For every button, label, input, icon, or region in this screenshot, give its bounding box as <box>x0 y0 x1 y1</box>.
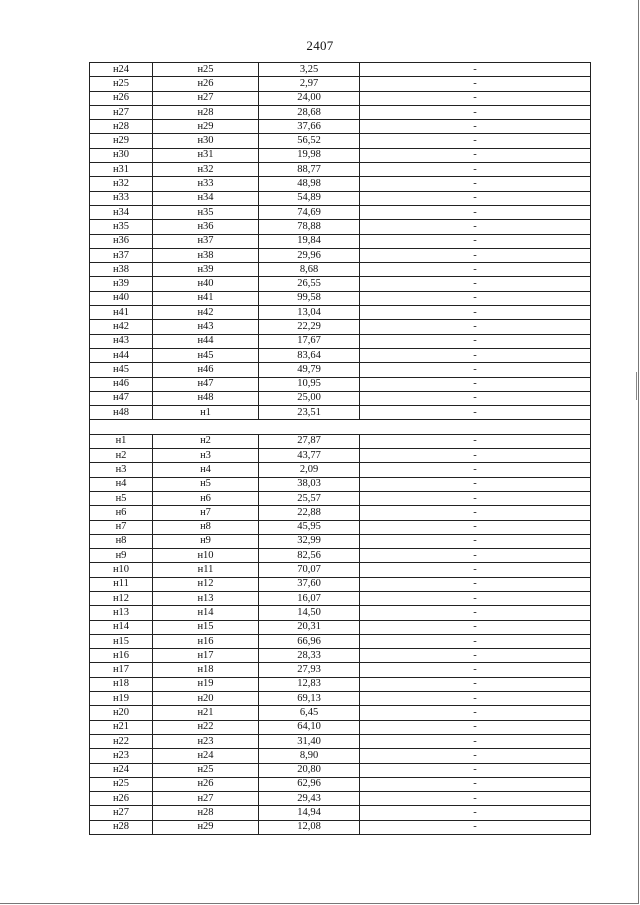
to-point-cell: н33 <box>153 177 259 191</box>
from-point-cell: н44 <box>90 348 153 362</box>
note-cell: - <box>360 348 591 362</box>
to-point-cell: н47 <box>153 377 259 391</box>
note-cell: - <box>360 634 591 648</box>
note-cell: - <box>360 777 591 791</box>
note-cell: - <box>360 105 591 119</box>
table-row <box>90 377 591 391</box>
distance-cell: 66,96 <box>259 634 360 648</box>
note-cell: - <box>360 63 591 77</box>
table-row <box>90 306 591 320</box>
from-point-cell: н17 <box>90 663 153 677</box>
to-point-cell: н26 <box>153 777 259 791</box>
note-cell: - <box>360 606 591 620</box>
note-cell: - <box>360 334 591 348</box>
distance-cell: 83,64 <box>259 348 360 362</box>
to-point-cell: н5 <box>153 477 259 491</box>
to-point-cell: н42 <box>153 306 259 320</box>
table-row <box>90 620 591 634</box>
note-cell: - <box>360 320 591 334</box>
to-point-cell: н18 <box>153 663 259 677</box>
from-point-cell: н26 <box>90 91 153 105</box>
table-row <box>90 449 591 463</box>
table-row <box>90 434 591 448</box>
distance-cell: 20,80 <box>259 763 360 777</box>
distance-cell: 19,98 <box>259 148 360 162</box>
table-row <box>90 263 591 277</box>
from-point-cell: н19 <box>90 692 153 706</box>
from-point-cell: н23 <box>90 749 153 763</box>
distance-cell: 99,58 <box>259 291 360 305</box>
distance-cell: 24,00 <box>259 91 360 105</box>
table-body <box>90 63 591 835</box>
note-cell: - <box>360 506 591 520</box>
distance-cell: 62,96 <box>259 777 360 791</box>
note-cell: - <box>360 806 591 820</box>
distance-cell: 48,98 <box>259 177 360 191</box>
distance-cell: 37,66 <box>259 120 360 134</box>
table-row <box>90 820 591 834</box>
note-cell: - <box>360 220 591 234</box>
table-row <box>90 77 591 91</box>
separator-cell <box>90 420 591 434</box>
table-row <box>90 205 591 219</box>
to-point-cell: н32 <box>153 163 259 177</box>
to-point-cell: н3 <box>153 449 259 463</box>
from-point-cell: н43 <box>90 334 153 348</box>
note-cell: - <box>360 720 591 734</box>
distance-cell: 38,03 <box>259 477 360 491</box>
table-row <box>90 763 591 777</box>
from-point-cell: н9 <box>90 549 153 563</box>
distance-cell: 32,99 <box>259 534 360 548</box>
from-point-cell: н25 <box>90 777 153 791</box>
from-point-cell: н24 <box>90 763 153 777</box>
table-row <box>90 120 591 134</box>
distance-cell: 31,40 <box>259 734 360 748</box>
from-point-cell: н27 <box>90 105 153 119</box>
from-point-cell: н32 <box>90 177 153 191</box>
table-row <box>90 749 591 763</box>
to-point-cell: н24 <box>153 749 259 763</box>
distance-cell: 88,77 <box>259 163 360 177</box>
distance-cell: 10,95 <box>259 377 360 391</box>
from-point-cell: н4 <box>90 477 153 491</box>
from-point-cell: н45 <box>90 363 153 377</box>
distance-cell: 78,88 <box>259 220 360 234</box>
note-cell: - <box>360 677 591 691</box>
note-cell: - <box>360 248 591 262</box>
note-cell: - <box>360 377 591 391</box>
table-row <box>90 520 591 534</box>
note-cell: - <box>360 363 591 377</box>
distance-cell: 17,67 <box>259 334 360 348</box>
table-row <box>90 577 591 591</box>
table-row <box>90 105 591 119</box>
table-row <box>90 320 591 334</box>
from-point-cell: н28 <box>90 120 153 134</box>
note-cell: - <box>360 463 591 477</box>
from-point-cell: н13 <box>90 606 153 620</box>
distance-cell: 28,68 <box>259 105 360 119</box>
distance-cell: 20,31 <box>259 620 360 634</box>
table-row <box>90 634 591 648</box>
note-cell: - <box>360 491 591 505</box>
table-row <box>90 363 591 377</box>
to-point-cell: н13 <box>153 591 259 605</box>
to-point-cell: н38 <box>153 248 259 262</box>
to-point-cell: н43 <box>153 320 259 334</box>
from-point-cell: н30 <box>90 148 153 162</box>
note-cell: - <box>360 520 591 534</box>
from-point-cell: н16 <box>90 649 153 663</box>
table-row <box>90 391 591 405</box>
to-point-cell: н45 <box>153 348 259 362</box>
distance-cell: 19,84 <box>259 234 360 248</box>
distance-cell: 8,68 <box>259 263 360 277</box>
table-row <box>90 463 591 477</box>
note-cell: - <box>360 234 591 248</box>
to-point-cell: н19 <box>153 677 259 691</box>
distance-cell: 23,51 <box>259 406 360 420</box>
table-row <box>90 649 591 663</box>
to-point-cell: н7 <box>153 506 259 520</box>
from-point-cell: н7 <box>90 520 153 534</box>
distance-cell: 25,00 <box>259 391 360 405</box>
from-point-cell: н21 <box>90 720 153 734</box>
table-row <box>90 563 591 577</box>
from-point-cell: н12 <box>90 591 153 605</box>
note-cell: - <box>360 692 591 706</box>
table-row <box>90 63 591 77</box>
distance-cell: 6,45 <box>259 706 360 720</box>
table-row <box>90 692 591 706</box>
distance-cell: 37,60 <box>259 577 360 591</box>
from-point-cell: н2 <box>90 449 153 463</box>
distance-cell: 14,50 <box>259 606 360 620</box>
table-row <box>90 148 591 162</box>
distance-cell: 82,56 <box>259 549 360 563</box>
from-point-cell: н31 <box>90 163 153 177</box>
to-point-cell: н25 <box>153 763 259 777</box>
from-point-cell: н40 <box>90 291 153 305</box>
page-number: 2407 <box>306 38 334 53</box>
table-row <box>90 334 591 348</box>
note-cell: - <box>360 263 591 277</box>
distance-cell: 27,87 <box>259 434 360 448</box>
note-cell: - <box>360 620 591 634</box>
from-point-cell: н22 <box>90 734 153 748</box>
note-cell: - <box>360 163 591 177</box>
distance-cell: 29,43 <box>259 792 360 806</box>
to-point-cell: н29 <box>153 120 259 134</box>
from-point-cell: н18 <box>90 677 153 691</box>
note-cell: - <box>360 148 591 162</box>
from-point-cell: н47 <box>90 391 153 405</box>
to-point-cell: н46 <box>153 363 259 377</box>
table-row <box>90 348 591 362</box>
note-cell: - <box>360 449 591 463</box>
table-row <box>90 191 591 205</box>
note-cell: - <box>360 706 591 720</box>
to-point-cell: н21 <box>153 706 259 720</box>
to-point-cell: н2 <box>153 434 259 448</box>
distance-cell: 43,77 <box>259 449 360 463</box>
distance-cell: 8,90 <box>259 749 360 763</box>
note-cell: - <box>360 649 591 663</box>
distance-cell: 64,10 <box>259 720 360 734</box>
from-point-cell: н36 <box>90 234 153 248</box>
note-cell: - <box>360 577 591 591</box>
to-point-cell: н40 <box>153 277 259 291</box>
table-row <box>90 248 591 262</box>
table-row <box>90 792 591 806</box>
from-point-cell: н6 <box>90 506 153 520</box>
table-row <box>90 677 591 691</box>
from-point-cell: н5 <box>90 491 153 505</box>
from-point-cell: н26 <box>90 792 153 806</box>
table-row <box>90 734 591 748</box>
separator-row <box>90 420 591 434</box>
note-cell: - <box>360 820 591 834</box>
table-row <box>90 606 591 620</box>
table-row <box>90 234 591 248</box>
from-point-cell: н35 <box>90 220 153 234</box>
to-point-cell: н10 <box>153 549 259 563</box>
note-cell: - <box>360 191 591 205</box>
note-cell: - <box>360 477 591 491</box>
to-point-cell: н11 <box>153 563 259 577</box>
distance-cell: 45,95 <box>259 520 360 534</box>
note-cell: - <box>360 534 591 548</box>
to-point-cell: н48 <box>153 391 259 405</box>
to-point-cell: н22 <box>153 720 259 734</box>
from-point-cell: н20 <box>90 706 153 720</box>
from-point-cell: н42 <box>90 320 153 334</box>
note-cell: - <box>360 205 591 219</box>
distance-cell: 14,94 <box>259 806 360 820</box>
distance-cell: 2,09 <box>259 463 360 477</box>
note-cell: - <box>360 563 591 577</box>
to-point-cell: н25 <box>153 63 259 77</box>
from-point-cell: н1 <box>90 434 153 448</box>
table-row <box>90 506 591 520</box>
note-cell: - <box>360 306 591 320</box>
from-point-cell: н39 <box>90 277 153 291</box>
note-cell: - <box>360 134 591 148</box>
note-cell: - <box>360 792 591 806</box>
boundary-table <box>89 62 591 835</box>
distance-cell: 26,55 <box>259 277 360 291</box>
note-cell: - <box>360 549 591 563</box>
table-row <box>90 91 591 105</box>
to-point-cell: н17 <box>153 649 259 663</box>
to-point-cell: н37 <box>153 234 259 248</box>
note-cell: - <box>360 91 591 105</box>
distance-cell: 28,33 <box>259 649 360 663</box>
to-point-cell: н12 <box>153 577 259 591</box>
from-point-cell: н28 <box>90 820 153 834</box>
note-cell: - <box>360 391 591 405</box>
from-point-cell: н33 <box>90 191 153 205</box>
table-row <box>90 291 591 305</box>
to-point-cell: н29 <box>153 820 259 834</box>
to-point-cell: н20 <box>153 692 259 706</box>
table-row <box>90 706 591 720</box>
from-point-cell: н46 <box>90 377 153 391</box>
to-point-cell: н26 <box>153 77 259 91</box>
note-cell: - <box>360 591 591 605</box>
to-point-cell: н1 <box>153 406 259 420</box>
table-row <box>90 534 591 548</box>
from-point-cell: н29 <box>90 134 153 148</box>
distance-cell: 54,89 <box>259 191 360 205</box>
table-row <box>90 177 591 191</box>
from-point-cell: н3 <box>90 463 153 477</box>
table-row <box>90 720 591 734</box>
table-row <box>90 549 591 563</box>
distance-cell: 56,52 <box>259 134 360 148</box>
distance-cell: 70,07 <box>259 563 360 577</box>
table-row <box>90 163 591 177</box>
table-row <box>90 663 591 677</box>
to-point-cell: н31 <box>153 148 259 162</box>
from-point-cell: н41 <box>90 306 153 320</box>
to-point-cell: н4 <box>153 463 259 477</box>
table-row <box>90 591 591 605</box>
table-row <box>90 220 591 234</box>
from-point-cell: н15 <box>90 634 153 648</box>
from-point-cell: н27 <box>90 806 153 820</box>
table-row <box>90 406 591 420</box>
table-row <box>90 134 591 148</box>
to-point-cell: н15 <box>153 620 259 634</box>
to-point-cell: н27 <box>153 792 259 806</box>
note-cell: - <box>360 277 591 291</box>
from-point-cell: н10 <box>90 563 153 577</box>
note-cell: - <box>360 663 591 677</box>
distance-cell: 12,83 <box>259 677 360 691</box>
note-cell: - <box>360 749 591 763</box>
distance-cell: 25,57 <box>259 491 360 505</box>
to-point-cell: н28 <box>153 806 259 820</box>
from-point-cell: н8 <box>90 534 153 548</box>
note-cell: - <box>360 406 591 420</box>
to-point-cell: н39 <box>153 263 259 277</box>
margin-mark <box>636 372 637 400</box>
note-cell: - <box>360 120 591 134</box>
distance-cell: 27,93 <box>259 663 360 677</box>
distance-cell: 49,79 <box>259 363 360 377</box>
table-row <box>90 491 591 505</box>
to-point-cell: н16 <box>153 634 259 648</box>
note-cell: - <box>360 177 591 191</box>
distance-cell: 69,13 <box>259 692 360 706</box>
to-point-cell: н8 <box>153 520 259 534</box>
distance-cell: 22,88 <box>259 506 360 520</box>
from-point-cell: н38 <box>90 263 153 277</box>
from-point-cell: н11 <box>90 577 153 591</box>
table-row <box>90 806 591 820</box>
to-point-cell: н30 <box>153 134 259 148</box>
to-point-cell: н44 <box>153 334 259 348</box>
from-point-cell: н34 <box>90 205 153 219</box>
distance-cell: 2,97 <box>259 77 360 91</box>
distance-cell: 22,29 <box>259 320 360 334</box>
to-point-cell: н36 <box>153 220 259 234</box>
note-cell: - <box>360 434 591 448</box>
table-row <box>90 777 591 791</box>
from-point-cell: н24 <box>90 63 153 77</box>
distance-cell: 12,08 <box>259 820 360 834</box>
distance-cell: 16,07 <box>259 591 360 605</box>
distance-cell: 29,96 <box>259 248 360 262</box>
note-cell: - <box>360 291 591 305</box>
to-point-cell: н14 <box>153 606 259 620</box>
distance-cell: 3,25 <box>259 63 360 77</box>
to-point-cell: н41 <box>153 291 259 305</box>
distance-cell: 74,69 <box>259 205 360 219</box>
to-point-cell: н6 <box>153 491 259 505</box>
from-point-cell: н14 <box>90 620 153 634</box>
to-point-cell: н27 <box>153 91 259 105</box>
to-point-cell: н34 <box>153 191 259 205</box>
from-point-cell: н25 <box>90 77 153 91</box>
note-cell: - <box>360 734 591 748</box>
to-point-cell: н9 <box>153 534 259 548</box>
to-point-cell: н35 <box>153 205 259 219</box>
to-point-cell: н28 <box>153 105 259 119</box>
table-row <box>90 477 591 491</box>
note-cell: - <box>360 763 591 777</box>
distance-cell: 13,04 <box>259 306 360 320</box>
from-point-cell: н37 <box>90 248 153 262</box>
note-cell: - <box>360 77 591 91</box>
from-point-cell: н48 <box>90 406 153 420</box>
table-row <box>90 277 591 291</box>
to-point-cell: н23 <box>153 734 259 748</box>
